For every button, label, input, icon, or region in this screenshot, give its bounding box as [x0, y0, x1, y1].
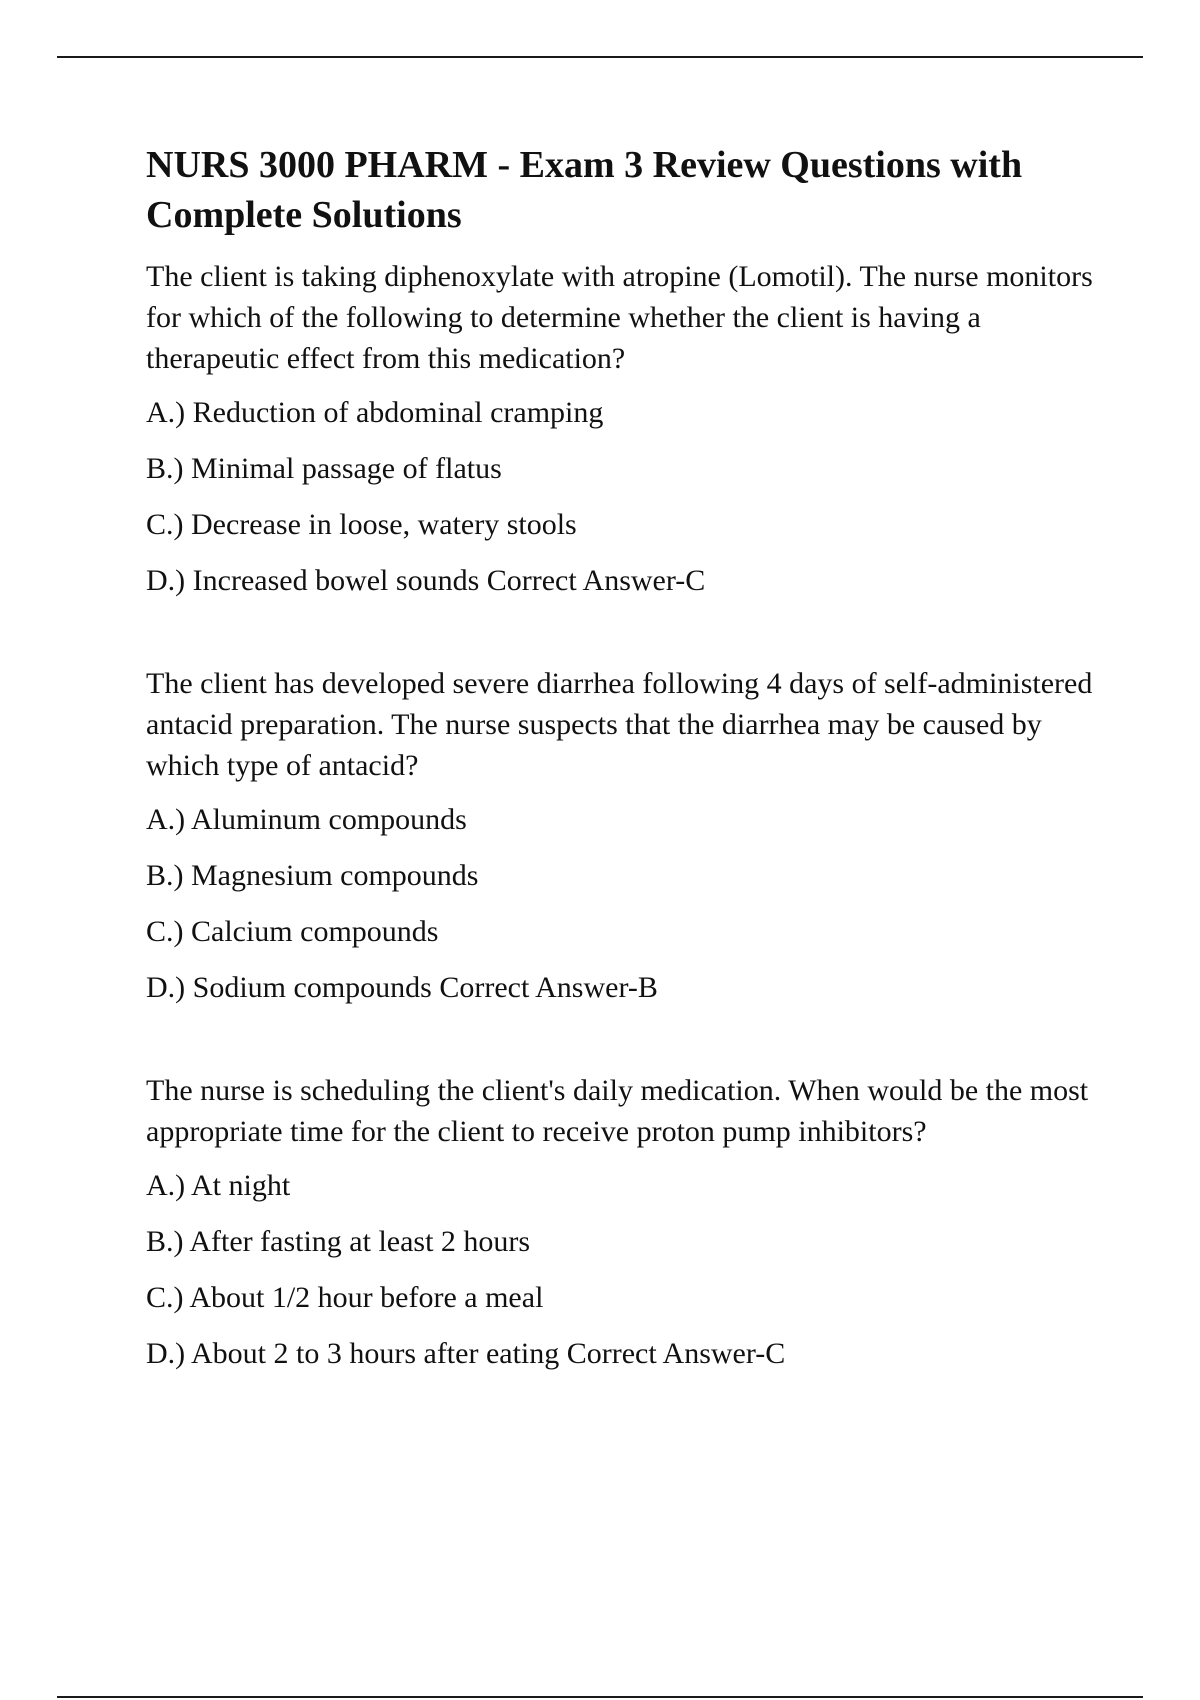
answer-option-c: C.) About 1/2 hour before a meal: [146, 1281, 544, 1314]
question-text: The nurse is scheduling the client's daily medication. When would be the most appropriate time for the client to receive proton pump inhibitors?: [146, 1074, 1089, 1148]
bottom-rule: [57, 1696, 1143, 1698]
question-2: [146, 663, 1106, 1008]
question-text: The client is taking diphenoxylate with atropine (Lomotil). The nurse monitors for which of the following to determine whether the client is having a therapeutic effect from this medication?: [146, 260, 1093, 375]
answer-option-d: D.) Increased bowel sounds Correct Answer-C: [146, 564, 706, 597]
answer-option-d: D.) Sodium compounds Correct Answer-B: [146, 971, 658, 1004]
document-title: NURS 3000 PHARM - Exam 3 Review Questions with Complete Solutions: [146, 144, 1023, 236]
answer-option-a: A.) At night: [146, 1169, 291, 1202]
question-3: [146, 1070, 1106, 1374]
answer-option-b: B.) After fasting at least 2 hours: [146, 1225, 531, 1258]
question-1: [146, 256, 1106, 601]
answer-option-c: C.) Decrease in loose, watery stools: [146, 508, 577, 541]
answer-option-b: B.) Minimal passage of flatus: [146, 452, 502, 485]
question-text: The client has developed severe diarrhea following 4 days of self-administered antacid preparation. The nurse suspects that the diarrhea may be caused by which type of antacid?: [146, 667, 1093, 782]
document-body: [146, 140, 1106, 1389]
answer-option-d: D.) About 2 to 3 hours after eating Correct Answer-C: [146, 1337, 786, 1370]
top-rule: [57, 56, 1143, 58]
answer-option-a: A.) Reduction of abdominal cramping: [146, 396, 604, 429]
answer-option-b: B.) Magnesium compounds: [146, 859, 479, 892]
answer-option-c: C.) Calcium compounds: [146, 915, 439, 948]
answer-option-a: A.) Aluminum compounds: [146, 803, 467, 836]
